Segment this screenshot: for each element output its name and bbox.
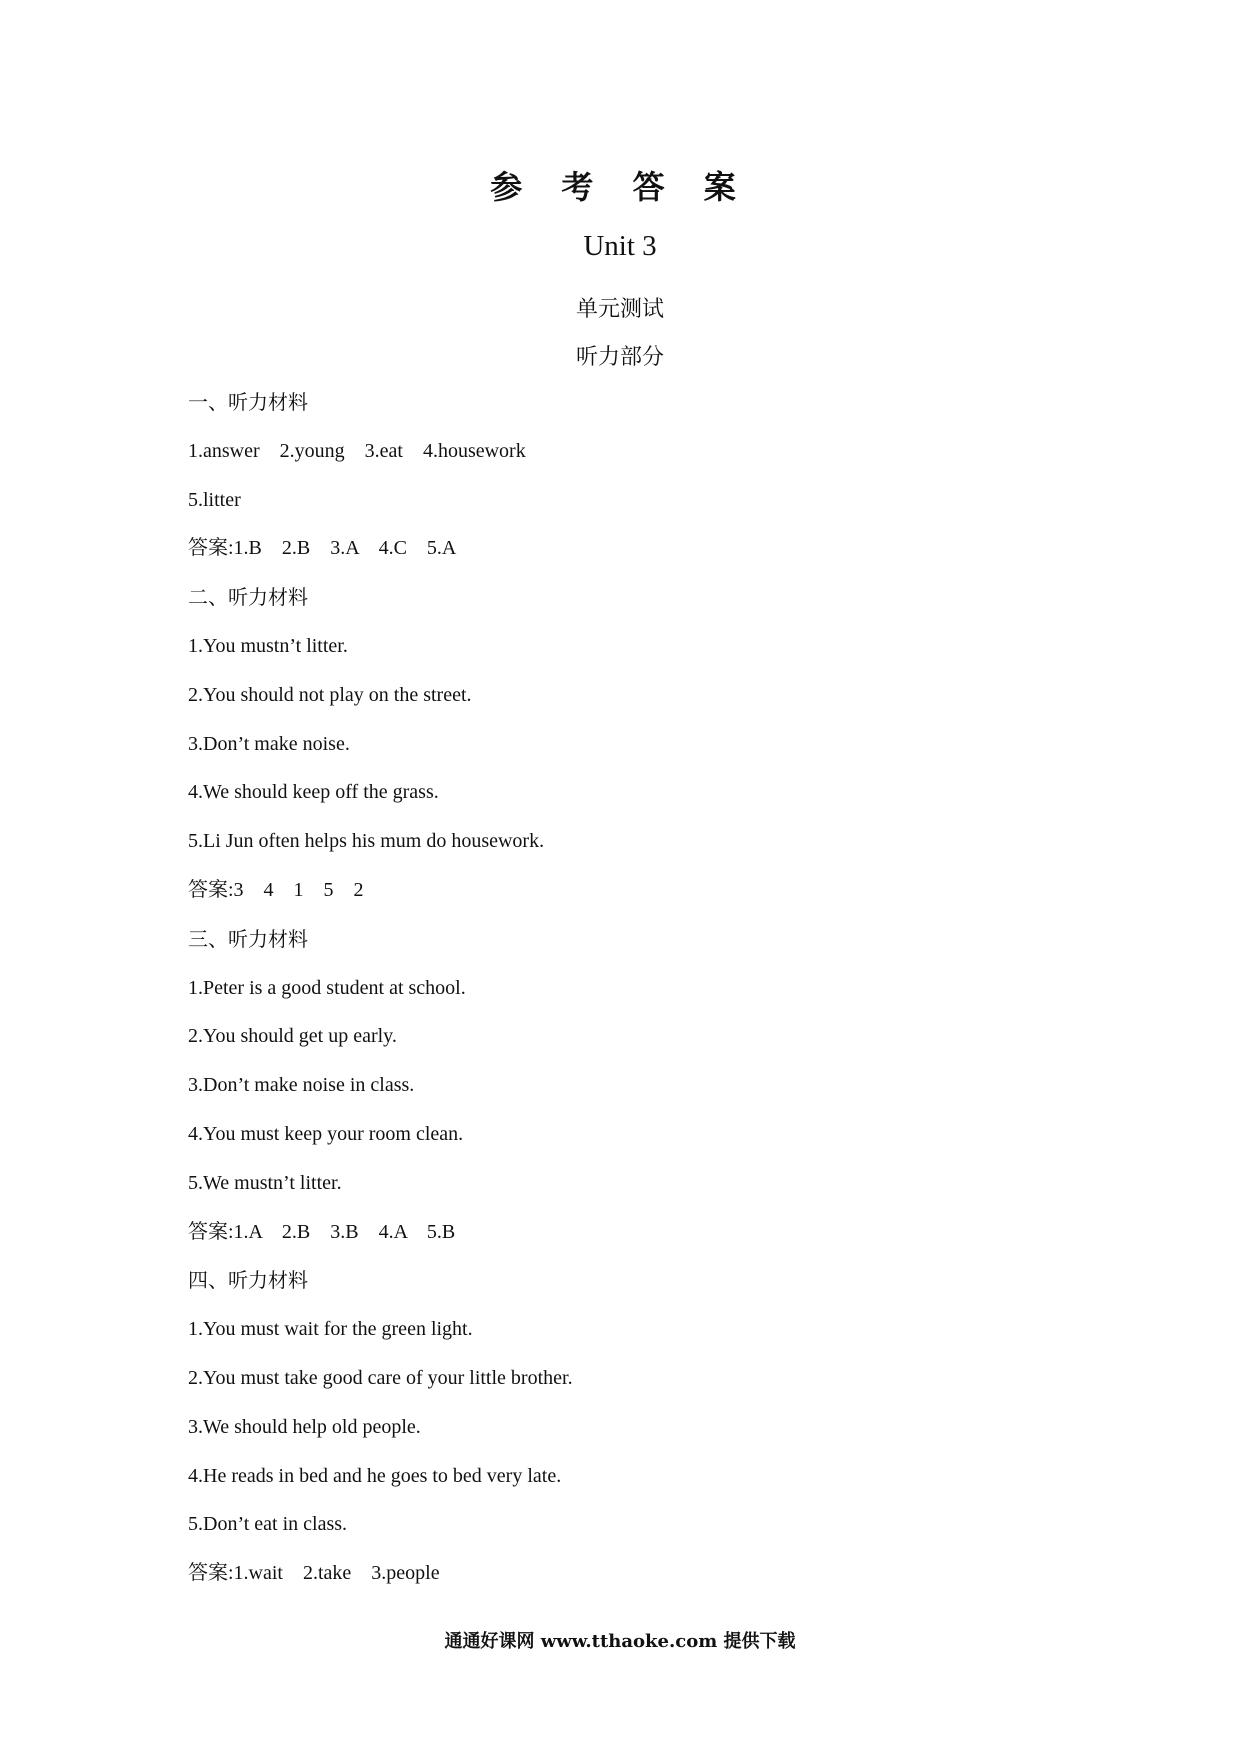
section-item: 2.You should get up early.	[188, 1025, 397, 1048]
test-subtitle: 单元测试	[575, 297, 664, 322]
section-item: 1.You must wait for the green light.	[188, 1318, 473, 1341]
section-item: 5.Li Jun often helps his mum do housework.	[188, 830, 545, 853]
section-item: 3.Don’t make noise in class.	[188, 1074, 415, 1097]
listening-subtitle: 听力部分	[575, 345, 664, 370]
section-item: 5.Don’t eat in class.	[188, 1513, 348, 1536]
section-answer: 答案:1.wait 2.take 3.people	[188, 1562, 440, 1585]
unit-heading: Unit 3	[583, 230, 657, 262]
section-heading: 二、听力材料	[188, 585, 308, 610]
page-title: 参 考 答 案	[490, 168, 750, 206]
section-item: 1.You mustn’t litter.	[188, 634, 348, 657]
section-item: 1.answer 2.young 3.eat 4.housework	[188, 439, 526, 462]
section-item: 4.You must keep your room clean.	[188, 1122, 464, 1145]
section-answer: 答案:3 4 1 5 2	[188, 878, 364, 901]
section-item: 2.You should not play on the street.	[188, 683, 472, 706]
section-heading: 一、听力材料	[188, 390, 308, 414]
section-answer: 答案:1.A 2.B 3.B 4.A 5.B	[188, 1220, 456, 1243]
section-item: 5.We mustn’t litter.	[188, 1171, 342, 1194]
section-answer: 答案:1.B 2.B 3.A 4.C 5.A	[188, 537, 457, 560]
section-item: 1.Peter is a good student at school.	[188, 976, 466, 999]
section-item: 2.You must take good care of your little brother.	[188, 1366, 573, 1389]
section-item: 3.Don’t make noise.	[188, 732, 350, 755]
answer-content	[188, 386, 1148, 1606]
section-item: 4.He reads in bed and he goes to bed very late.	[188, 1464, 562, 1487]
section-heading: 三、听力材料	[188, 926, 308, 951]
footer-source: 通通好课网 www.tthaoke.com 提供下载	[444, 1631, 796, 1652]
section-item: 3.We should help old people.	[188, 1415, 421, 1438]
section-item: 5.litter	[188, 488, 241, 511]
section-heading: 四、听力材料	[188, 1268, 308, 1293]
section-item: 4.We should keep off the grass.	[188, 781, 439, 804]
